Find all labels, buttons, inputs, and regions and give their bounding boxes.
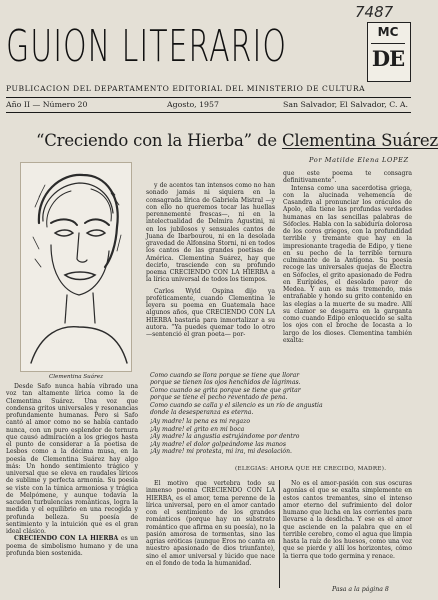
column-4 (146, 480, 275, 590)
column-2-text: y de acentos tan intensos como no han sonado jamás ni siquiera en la consagrada lírica de Gabriela Mistral —y con ello no queremos tocar las huellas perennemente frescas—, ni en la intelectualidad de Delmira Agustini, ni en los jubilosos y sensuales cantos de Juana de Ibarbourou, ni en la desolada gravedad de Alfonsina Storni, ni en todos los cantos de las grandes poetisas de América. Clementina Suárez, hay que decirlo, trasciende con su profundo poema CRECIENDO CON LA HIERBA a la lírica universal de todos los tiempos. (146, 182, 275, 284)
column-3-text-b: Intensa como una sacerdotisa griega, con la alucinada vehemencia de Casandra al pronunciar los oráculos de Apolo, ella tiene las profundas verdades humanas en las sencillas palabras de Sófocles. Habla con la sabiduría dolorosa de los coros griegos, con la profundidad terrible y tremante que hay en la impresionante tragedia de Edipo, y tiene en su pecho de la terrible ternura culminante de la Antígona. Su poesía recoge las universales quejas de Electra en Sófocles, el grito apasionado de Fedra en Eurípides, el desolado pavor de Medea. Y aun es más tremendo, más entrañable y hondo su grito contenido en las elegías a la muerte de su madre. Allí su clamor se desgarra en la garganta como cuando Edipo enloquecido se salta los ojos con el broche de Iocasta a lo largo de los dioses. Clementina también exalta: (283, 184, 412, 344)
portrait-caption: Clementina Suárez (48, 374, 104, 380)
issue-place: San Salvador, El Salvador, C. A. (283, 100, 409, 109)
issue-date: Agosto, 1957 (167, 100, 219, 109)
verse-line: Como cuando se grita porque se tiene que gritar (150, 386, 301, 394)
top-rule (6, 97, 411, 98)
verse-line: ¡Ay madre! el dolor golpeándome las manos (150, 440, 286, 448)
column-1-text: Desde Safo nunca había vibrado una voz tan altamente lírica como la de Clementina Suárez. Una voz que condensa gritos universales y resonancias profundamente humanas. Pero si Safo cantó al amor como no se había cantado nunca, con un puro esplendor de ternura que causó admiración a los griegos hasta el punto de considerar a la poetisa de Lesbos como a la décima musa, en la poesía de Clementina Suárez hay algo más: Un hondo sentimiento trágico y universal que se eleva en raudales líricos de sublime y perfecta armonía. Su poesía se viste con la túnica armoniosa y trágica de Melpómene, y aunque todavía la sacuden turbulencias románticas, logra la medida y el equilibrio en una recogida y profunda belleza. Su poesía de sentimiento y la intuición que es el gran ideal clásico. (6, 383, 138, 535)
column-divider (279, 480, 280, 588)
column-5-text: No es el amor-pasión con sus oscuras agonías el que se exalta simplemente en estos cantos tremantes, sino el intenso amor eterno del sufrimiento del dolor humano que lucha en las corrientes para llevarse a la desdicha. Y ese es el amor que asciende en la palabra que en el terrible cerebro, como el agua que limpia hasta la raíz de los huesos, como una voz que se pierde y allí los horizontes, cómo la tierra que todo germina y renace. (283, 480, 412, 560)
logo-divider (371, 43, 405, 44)
portrait-drawing (20, 162, 132, 372)
verse-line: porque se tiene el pecho reventado de pena. (150, 394, 288, 402)
column-1-tail: es un poema de simbolismo humano y de una profunda bien sostenida. (6, 535, 138, 557)
issue-number: Año II — Número 20 (6, 100, 88, 109)
portrait-sketch (21, 163, 133, 373)
column-1-lead: CRECIENDO CON LA HIERBA (14, 535, 119, 543)
verse-line: Como cuando se calla y el silencio es un río de angustia (150, 401, 323, 409)
column-3 (283, 170, 412, 366)
verse-credit: (ELEGIAS: AHORA QUE HE CRECIDO, MADRE). (235, 466, 387, 472)
verse-line: Como cuando se llora porque se tiene que llorar (150, 372, 300, 379)
masthead-title: GUION LITERARIO (6, 22, 287, 73)
byline: Por Matilde Elena LOPEZ (309, 156, 409, 164)
verse-line: ¡Ay madre! mi protesta, mi ira, mi desolación. (150, 448, 292, 456)
logo-bottom-letters: DE (371, 46, 405, 71)
verse-line: ¡Ay madre! la angustia estrujándome por dentro (150, 433, 300, 441)
publisher-line: PUBLICACION DEL DEPARTAMENTO EDITORIAL DEL MINISTERIO DE CULTURA (6, 84, 366, 93)
column-1 (6, 383, 138, 595)
column-2 (146, 182, 275, 366)
column-2-text-b: Carlos Wyld Ospina dijo ya proféticamente, cuando Clementina le leyera su poema en Guatemala hace algunos años, que CRECIENDO CON LA HIERBA bastaría para inmortalizar a su autora. “Ya puedes quemar todo lo otro —sentenció el gran poeta— por- (146, 287, 275, 338)
ministry-logo (367, 22, 411, 82)
column-5 (283, 480, 412, 580)
article-title-name: Clementina Suárez (281, 131, 438, 150)
bottom-rule (6, 112, 411, 113)
handwritten-annotation: 7487 (355, 3, 394, 21)
article-title-prefix: “Creciendo con la Hierba” de (36, 131, 282, 150)
verse-line: ¡Ay madre! la pena es mi regazo (150, 418, 250, 426)
logo-top-letters: MC (377, 25, 399, 39)
verse-line: donde la desesperanza es eterna. (150, 409, 254, 417)
verse-line: ¡Ay madre! el grito en mi boca (150, 425, 245, 433)
article-title (36, 131, 438, 150)
column-4-text: El motivo que vertebra todo su inmenso poema CRECIENDO CON LA HIERBA, es el amor, tema perenne de la lírica universal, pero en el amor cantado con el sentimiento de los grandes románticos (porque hay un substrato romántico que afirma en su poesía), no la pasión amorosa de tormentas, sino las agrias eróticas (aunque Eros no canta en nuestro apasionado de dios triunfante), sino el amor universal y lúcido que nace en el fondo de toda la humanidad. (146, 480, 275, 567)
column-3-text: que este poema te consagra definitivamente”. (283, 170, 412, 185)
verse-line: porque se tienen los ojos henchidos de lágrimas. (150, 379, 301, 387)
continuation-note: Pasa a la página 8 (332, 586, 389, 593)
elegy-verse (150, 372, 412, 455)
